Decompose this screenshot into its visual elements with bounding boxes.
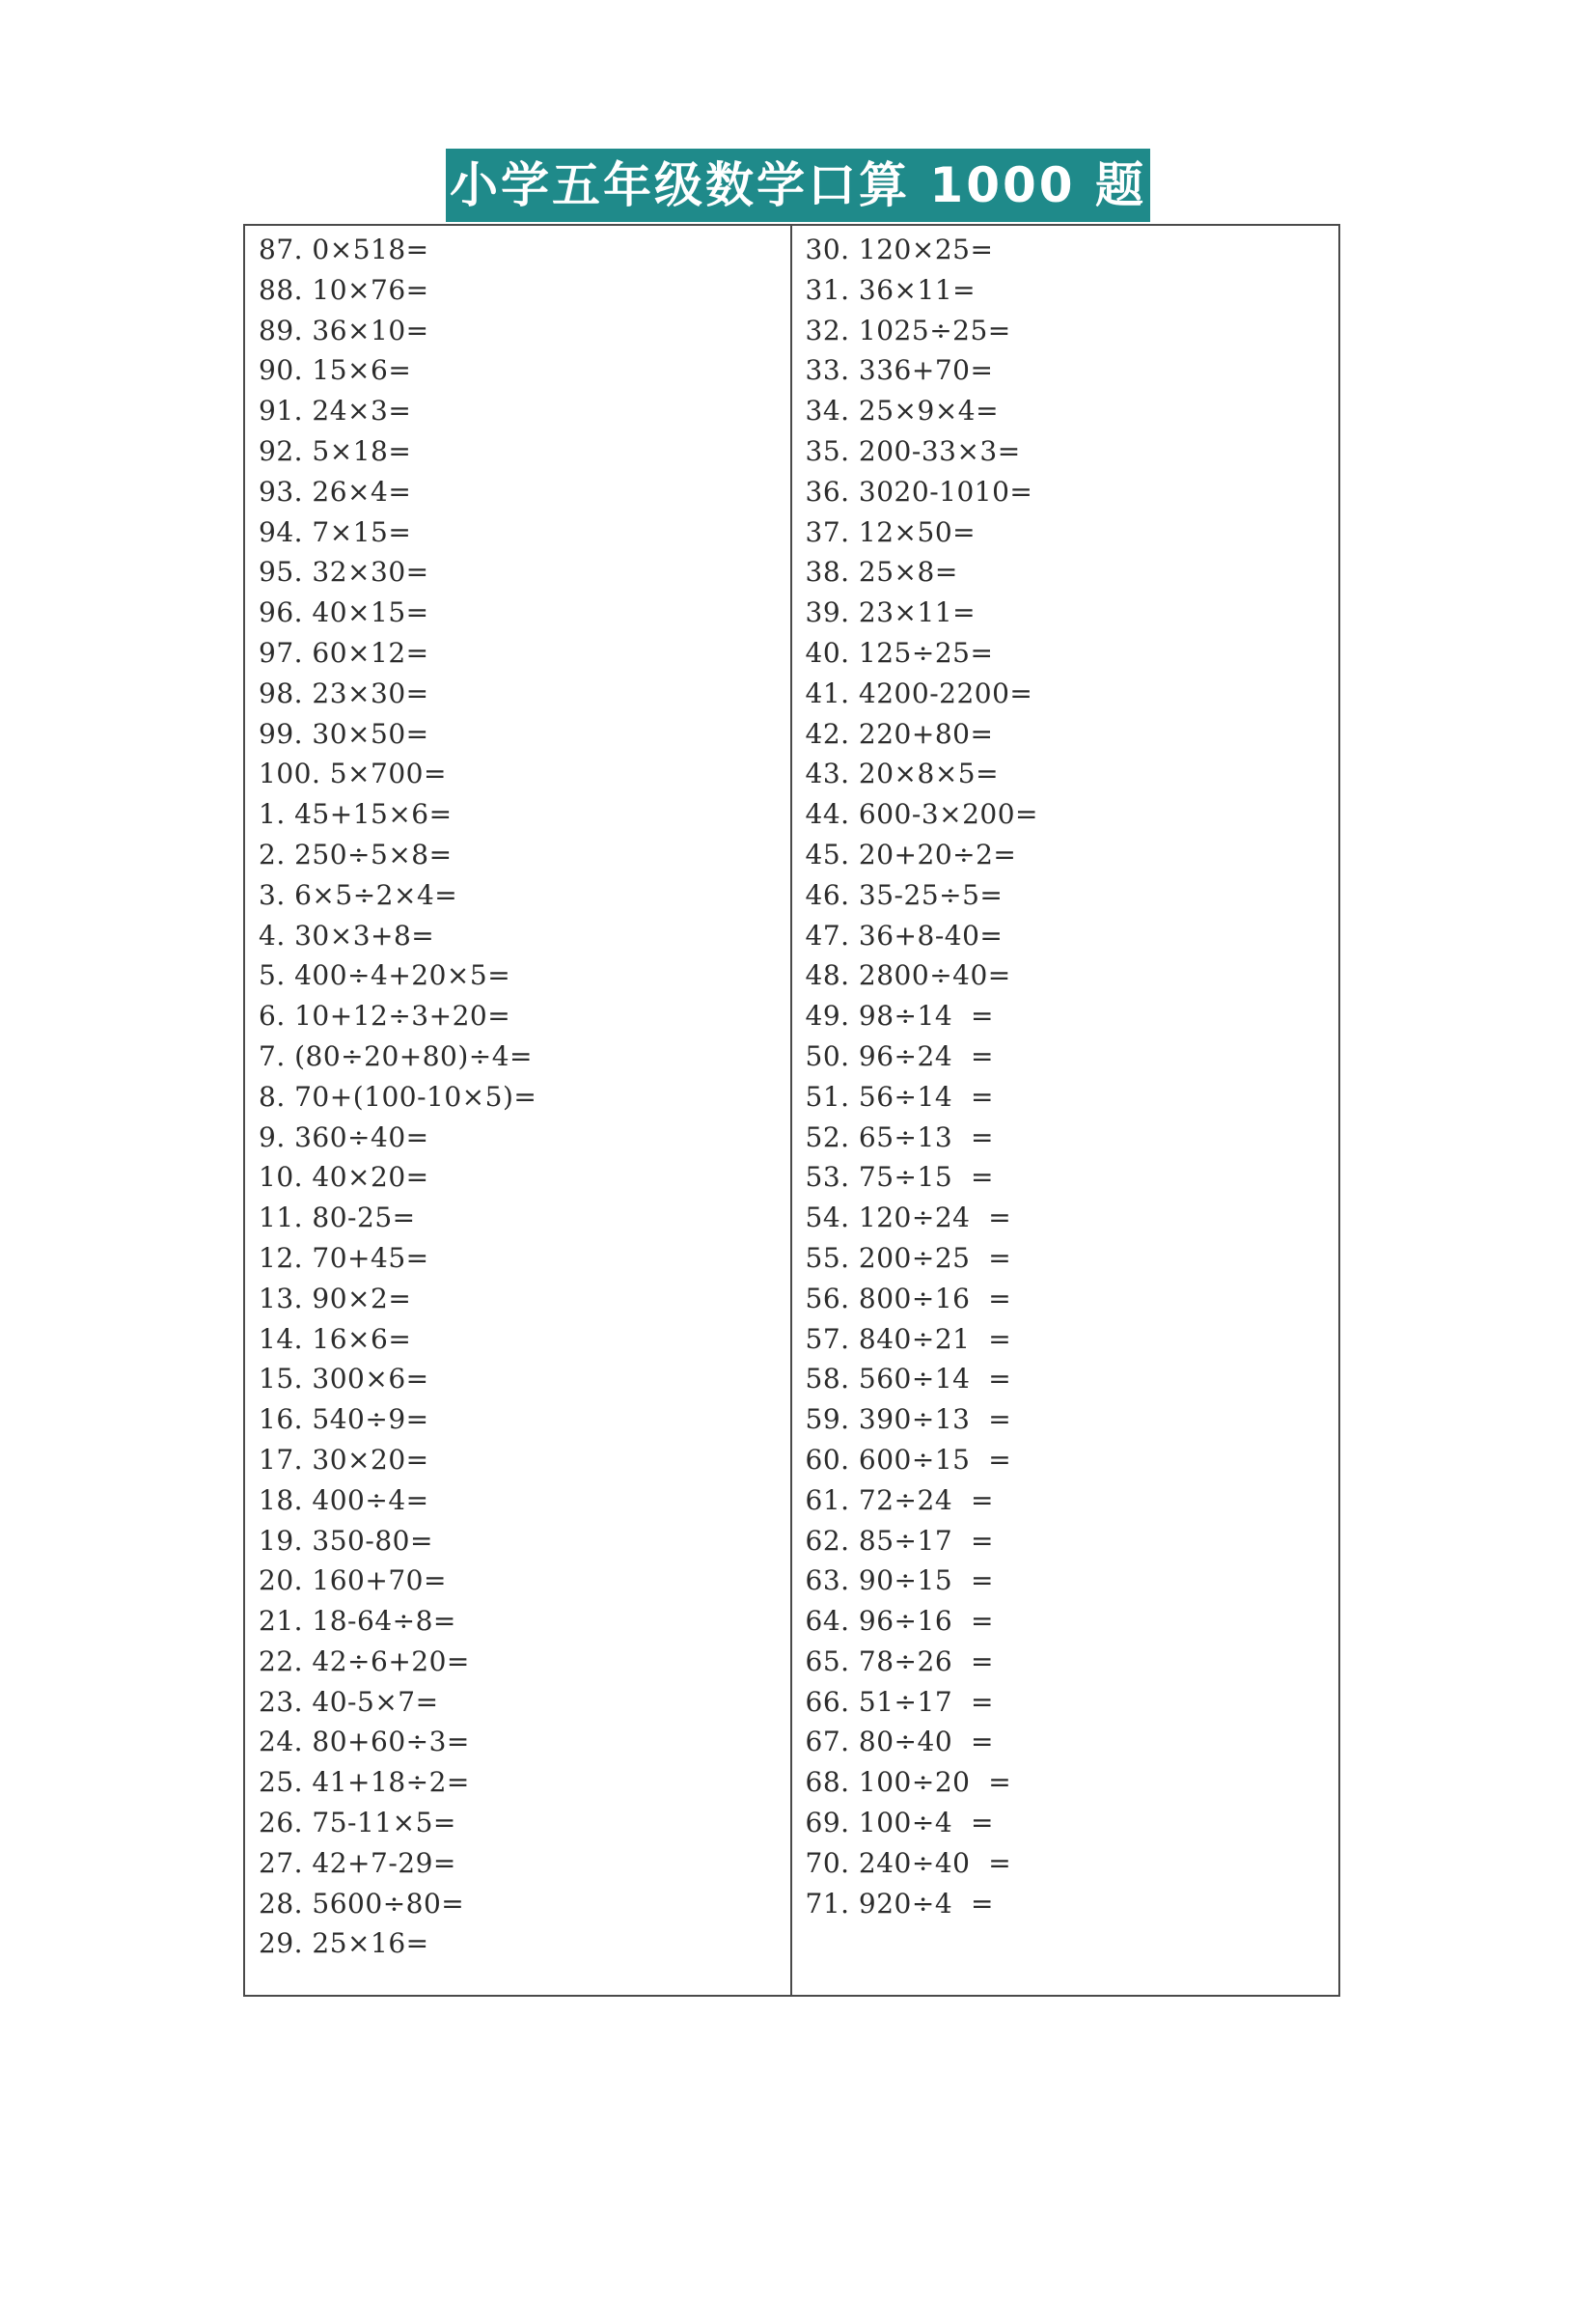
problem-item: 63. 90÷15 = (805, 1564, 994, 1597)
problem-item: 69. 100÷4 = (805, 1807, 994, 1839)
problem-item: 59. 390÷13 = (805, 1403, 1012, 1436)
problem-item: 33. 336+70= (805, 354, 994, 387)
problem-item: 27. 42+7-29= (259, 1846, 456, 1879)
problem-item: 18. 400÷4= (259, 1483, 429, 1516)
problem-item: 12. 70+45= (259, 1241, 429, 1274)
problem-item: 25. 41+18÷2= (259, 1766, 470, 1799)
problem-item: 95. 32×30= (259, 556, 429, 589)
problem-item: 41. 4200-2200= (805, 677, 1033, 709)
problem-item: 19. 350-80= (259, 1524, 433, 1557)
problem-item: 13. 90×2= (259, 1282, 412, 1314)
problem-item: 8. 70+(100-10×5)= (259, 1080, 537, 1113)
problem-item: 54. 120÷24 = (805, 1202, 1012, 1234)
problem-item: 37. 12×50= (805, 515, 977, 548)
problem-item: 16. 540÷9= (259, 1403, 429, 1436)
problem-item: 97. 60×12= (259, 636, 429, 669)
problem-item: 99. 30×50= (259, 717, 429, 750)
problem-item: 58. 560÷14 = (805, 1363, 1012, 1395)
problem-item: 88. 10×76= (259, 273, 429, 306)
problem-column-left (245, 226, 792, 1995)
problem-item: 91. 24×3= (259, 395, 412, 428)
problem-item: 66. 51÷17 = (805, 1685, 994, 1718)
problem-item: 21. 18-64÷8= (259, 1605, 456, 1638)
problem-item: 36. 3020-1010= (805, 475, 1033, 508)
problem-item: 47. 36+8-40= (805, 919, 1004, 952)
problem-item: 11. 80-25= (259, 1202, 416, 1234)
problem-item: 7. (80÷20+80)÷4= (259, 1039, 534, 1072)
problem-item: 35. 200-33×3= (805, 434, 1021, 467)
problem-item: 53. 75÷15 = (805, 1161, 994, 1194)
problem-item: 62. 85÷17 = (805, 1524, 994, 1557)
problem-item: 70. 240÷40 = (805, 1846, 1012, 1879)
problem-item: 92. 5×18= (259, 434, 412, 467)
problem-item: 17. 30×20= (259, 1443, 429, 1476)
problem-item: 67. 80÷40 = (805, 1726, 994, 1758)
problem-item: 9. 360÷40= (259, 1120, 429, 1153)
problem-item: 87. 0×518= (259, 234, 429, 265)
problem-item: 24. 80+60÷3= (259, 1726, 470, 1758)
problem-item: 31. 36×11= (805, 273, 977, 306)
title-bar (0, 149, 1596, 222)
problem-item: 3. 6×5÷2×4= (259, 878, 458, 911)
problem-item: 65. 78÷26 = (805, 1644, 994, 1677)
problem-item: 46. 35-25÷5= (805, 878, 1004, 911)
problem-item: 44. 600-3×200= (805, 798, 1039, 831)
problem-item: 49. 98÷14 = (805, 1000, 994, 1033)
problem-item: 61. 72÷24 = (805, 1483, 994, 1516)
problem-item: 28. 5600÷80= (259, 1887, 465, 1920)
problem-item: 15. 300×6= (259, 1363, 429, 1395)
problem-item: 52. 65÷13 = (805, 1120, 994, 1153)
problem-item: 68. 100÷20 = (805, 1766, 1012, 1799)
problem-table (243, 224, 1340, 1997)
problem-item: 38. 25×8= (805, 556, 958, 589)
problem-item: 94. 7×15= (259, 515, 412, 548)
problem-item: 55. 200÷25 = (805, 1241, 1012, 1274)
problem-item: 6. 10+12÷3+20= (259, 1000, 511, 1033)
problem-item: 40. 125÷25= (805, 636, 994, 669)
problem-item: 57. 840÷21 = (805, 1322, 1012, 1355)
problem-item: 60. 600÷15 = (805, 1443, 1012, 1476)
problem-item: 4. 30×3+8= (259, 919, 435, 952)
problem-item: 45. 20+20÷2= (805, 838, 1017, 870)
problem-item: 34. 25×9×4= (805, 395, 1000, 428)
problem-item: 22. 42÷6+20= (259, 1644, 470, 1677)
problem-item: 39. 23×11= (805, 596, 977, 629)
problem-item: 42. 220+80= (805, 717, 994, 750)
problem-item: 100. 5×700= (259, 758, 447, 790)
problem-item: 10. 40×20= (259, 1161, 429, 1194)
problem-item: 43. 20×8×5= (805, 758, 1000, 790)
problem-item: 30. 120×25= (805, 234, 994, 265)
problem-item: 98. 23×30= (259, 677, 429, 709)
page-title: 小学五年级数学口算 1000 题 (446, 149, 1150, 222)
problem-item: 26. 75-11×5= (259, 1807, 456, 1839)
problem-item: 48. 2800÷40= (805, 959, 1011, 992)
problem-item: 23. 40-5×7= (259, 1685, 439, 1718)
problem-item: 29. 25×16= (259, 1927, 429, 1960)
problem-item: 96. 40×15= (259, 596, 429, 629)
problem-item: 1. 45+15×6= (259, 798, 453, 831)
problem-item: 50. 96÷24 = (805, 1039, 994, 1072)
problem-item: 14. 16×6= (259, 1322, 412, 1355)
problem-item: 56. 800÷16 = (805, 1282, 1012, 1314)
problem-column-right (792, 226, 1339, 1995)
problem-item: 2. 250÷5×8= (259, 838, 453, 870)
problem-item: 93. 26×4= (259, 475, 412, 508)
problem-item: 5. 400÷4+20×5= (259, 959, 511, 992)
problem-item: 90. 15×6= (259, 354, 412, 387)
problem-item: 89. 36×10= (259, 314, 429, 346)
problem-item: 20. 160+70= (259, 1564, 447, 1597)
problem-item: 71. 920÷4 = (805, 1887, 994, 1920)
problem-item: 32. 1025÷25= (805, 314, 1011, 346)
problem-item: 64. 96÷16 = (805, 1605, 994, 1638)
problem-item: 51. 56÷14 = (805, 1080, 994, 1113)
